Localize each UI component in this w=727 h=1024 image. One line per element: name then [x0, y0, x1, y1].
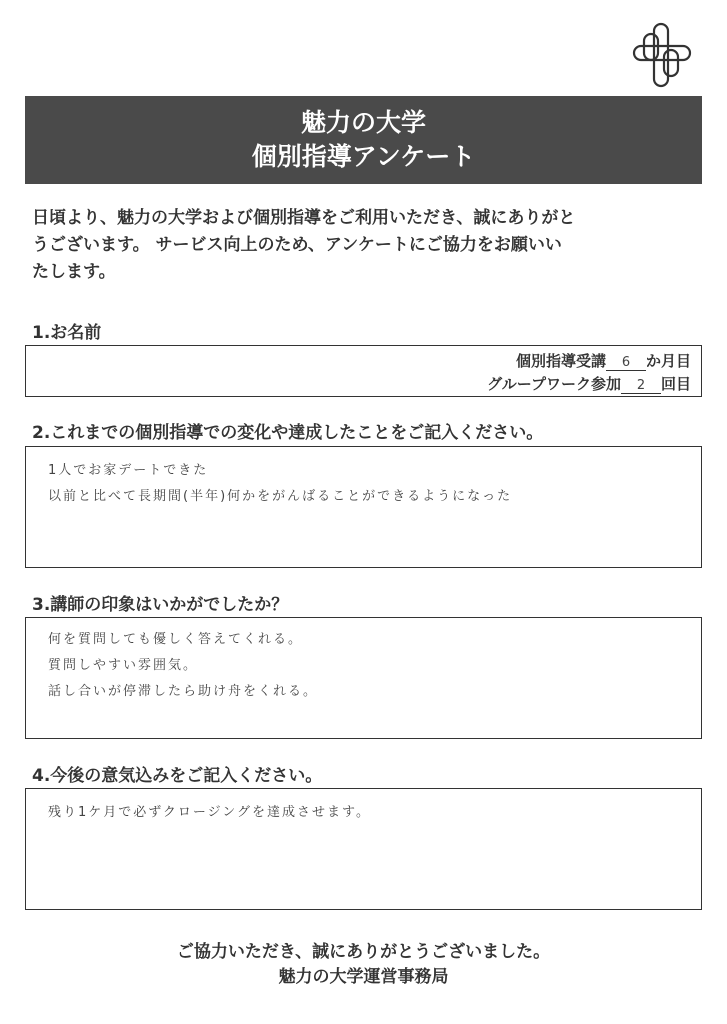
q3-answer-line-2: 質問しやすい雰囲気。 [48, 658, 199, 673]
intro-line-2: うございます。 サービス向上のため、アンケートにご協力をお願いい [32, 235, 562, 255]
group-label-suffix: 回目 [660, 375, 691, 393]
q2-title: 2.これまでの個別指導での変化や達成したことをご記入ください。 [32, 423, 544, 443]
sessions-row [516, 350, 691, 371]
q1-name-box[interactable] [25, 345, 702, 397]
q3-answer-line-1: 何を質問しても優しく答えてくれる。 [48, 632, 304, 647]
sessions-label-suffix: か月目 [645, 352, 691, 370]
q4-title: 4.今後の意気込みをご記入ください。 [32, 766, 323, 786]
intro-text [32, 205, 702, 286]
group-work-row [487, 373, 691, 394]
brand-logo [632, 20, 692, 90]
intro-line-1: 日頃より、魅力の大学および個別指導をご利用いただき、誠にありがと [32, 208, 576, 228]
title-banner [25, 96, 702, 184]
sessions-label-prefix: 個別指導受講 [515, 352, 606, 370]
footer-office: 魅力の大学運営事務局 [278, 967, 449, 987]
footer-thanks: ご協力いただき、誠にありがとうございました。 [176, 942, 551, 962]
q4-answer-line-1: 残り1ケ月で必ずクロージングを達成させます。 [48, 805, 371, 820]
plus-logo-icon [632, 20, 692, 90]
q4-answer-box[interactable] [25, 788, 702, 910]
title-line-1: 魅力の大学 [300, 108, 426, 137]
q3-answer-box[interactable] [25, 617, 702, 739]
group-value[interactable]: 2 [621, 378, 661, 394]
sessions-value[interactable]: 6 [606, 355, 646, 371]
q2-answer-line-1: 1人でお家デートできた [48, 463, 209, 478]
q2-answer-box[interactable] [25, 446, 702, 568]
title-line-2: 個別指導アンケート [251, 142, 476, 171]
q3-answer-line-3: 話し合いが停滞したら助け舟をくれる。 [48, 684, 319, 699]
intro-line-3: たします。 [32, 262, 116, 282]
group-label-prefix: グループワーク参加 [487, 375, 621, 393]
q1-title: 1.お名前 [32, 323, 102, 343]
q3-title: 3.講師の印象はいかがでしたか？ [32, 595, 289, 615]
q2-answer-line-2: 以前と比べて長期間(半年)何かをがんばることができるようになった [48, 489, 513, 504]
